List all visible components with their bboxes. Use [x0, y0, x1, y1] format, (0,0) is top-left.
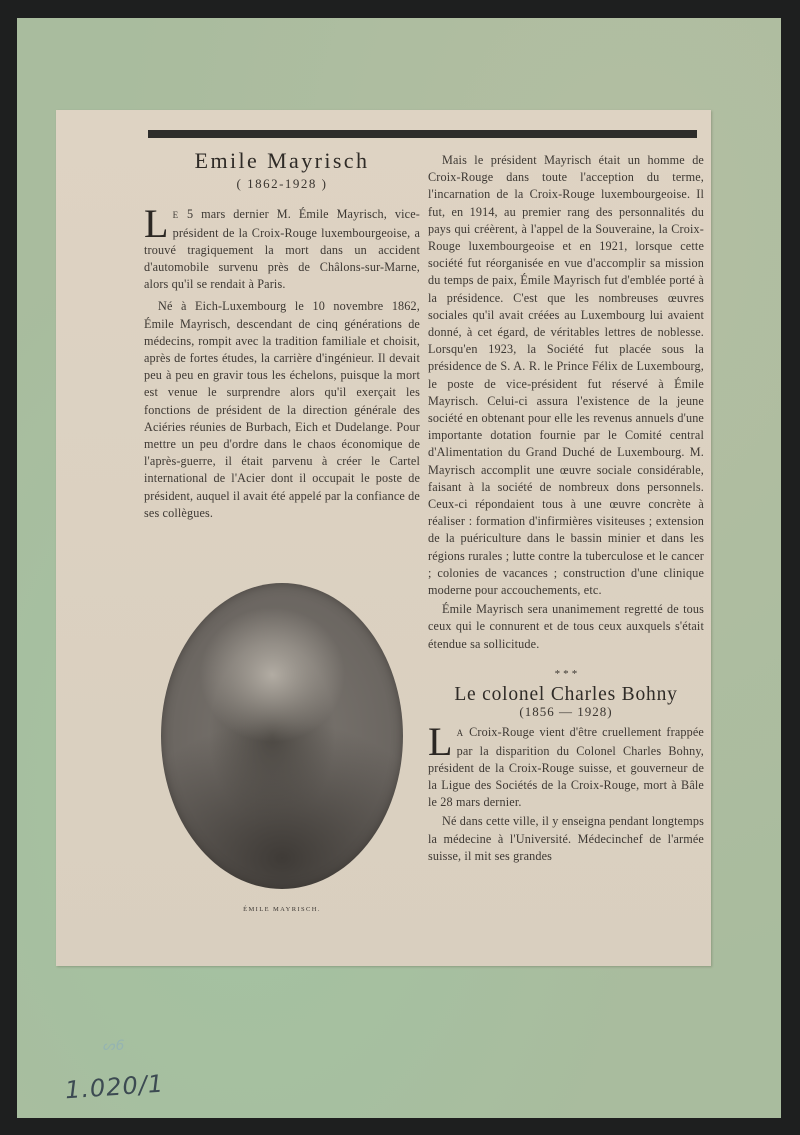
article1-paragraph-3: Mais le président Mayrisch était un homme de Croix-Rouge dans toute l'acception du terme, l'incarnation de la Croix-Rouge luxembourgeoise. Il fut, en 1914, au premier rang des personnalités du pays qui créèrent, à l'appel de la Souveraine, la Croix-Rouge luxembourgeoise et en 1921, lorsque cette société fut réorganisée en vue d'accomplir sa mission du temps de paix, Émile Mayrisch fut d'emblée porté à la présidence. C'est que les nombreuses œuvres sociales qu'il avait créées au Luxembourg lui avaient donné, à cet égard, de véritables lettres de noblesse. Lorsqu'en 1923, la Société fut placée sous la présidence de S. A. R. le Prince Félix de Luxembourg, le poste de vice-président fut réservé à Émile Mayrisch. Celui-ci assura l'existence de la jeune société en obtenant pour elle les revenus annuels d'une importante dotation fournie par le Comité central d'Alimentation du Grand Duché de Luxembourg. M. Mayrisch accomplit une œuvre sociale considérable, faisant à la société de nombreux dons personnels. Ceux-ci répondaient tous à une œuvre concrète à réaliser : formation d'infirmières visiteuses ; extension de la puériculture dans le bassin minier et dans les régions rurales ; lutte contre la tuberculose et le cancer ; colonies de vacances ; construction d'une clinique moderne pour accouchements, etc.: [428, 153, 704, 598]
right-column: [428, 152, 704, 865]
dropcap-rest: A: [456, 728, 465, 739]
portrait-caption: ÉMILE MAYRISCH.: [243, 906, 321, 913]
article1-paragraph-1-text: 5 mars dernier M. Émile Mayrisch, vice-président de la Croix-Rouge luxembourgeoise, a trouvé tragiquement la mort dans un accident d'automobile survenu près de Châlons-sur-Marne, alors qu'il se rendait à Paris.: [144, 207, 420, 292]
pencil-mark: ᔕ6: [103, 1038, 125, 1054]
section-separator-asterism: * * *: [554, 667, 578, 680]
dropcap: L: [144, 201, 169, 247]
article1-title: Emile Mayrisch: [194, 148, 370, 173]
article2-title: Le colonel Charles Bohny: [454, 683, 678, 705]
handwritten-catalog-number: 1.020/1: [64, 1069, 165, 1105]
article2-paragraph-1: [428, 719, 704, 811]
left-column: [144, 148, 420, 522]
article2-dates: (1856 — 1928): [519, 704, 613, 720]
article1-dates: ( 1862-1928 ): [236, 176, 328, 192]
article1-paragraph-2: Né à Eich-Luxembourg le 10 novembre 1862, Émile Mayrisch, descendant de cinq générations de médecins, rompit avec la tradition familiale et choisit, après de fortes études, la carrière d'ingénieur. Il devait peu à peu en gravir tous les échelons, puisque la mort est venue le surprendre alors qu'il exerçait les fonctions de président de la direction générale des Aciéries réunies de Burbach, Eich et Dudelange. Pour mettre un peu d'ordre dans le chaos économique de l'après-guerre, il était parvenu à créer le Cartel international de l'Acier dont il occupait le poste de président, auquel il avait été appelé par la confiance de ses collègues.: [144, 299, 420, 520]
article2-paragraph-1-text: Croix-Rouge vient d'être cruellement frappée par la disparition du Colonel Charles Bohny, président de la Croix-Rouge suisse, et gouverneur de la Ligue des Sociétés de la Croix-Rouge, mort à Bâle le 28 mars dernier.: [428, 725, 704, 810]
dropcap-rest: E: [172, 210, 180, 221]
portrait-frame: [161, 583, 403, 889]
article1-paragraph-4: Émile Mayrisch sera unanimement regretté de tous ceux qui le connurent et de tous ceux auxquels s'était étendue sa sollicitude.: [428, 602, 704, 651]
portrait-photo-emile-mayrisch: [161, 583, 403, 889]
dropcap: L: [428, 719, 453, 765]
article2-paragraph-2: Né dans cette ville, il y enseigna pendant longtemps la médecine à l'Université. Médecinchef de l'armée suisse, il mit ses grandes: [428, 814, 704, 863]
header-rule: [148, 130, 697, 138]
article1-paragraph-1: [144, 201, 420, 293]
newspaper-clipping: [56, 110, 711, 966]
